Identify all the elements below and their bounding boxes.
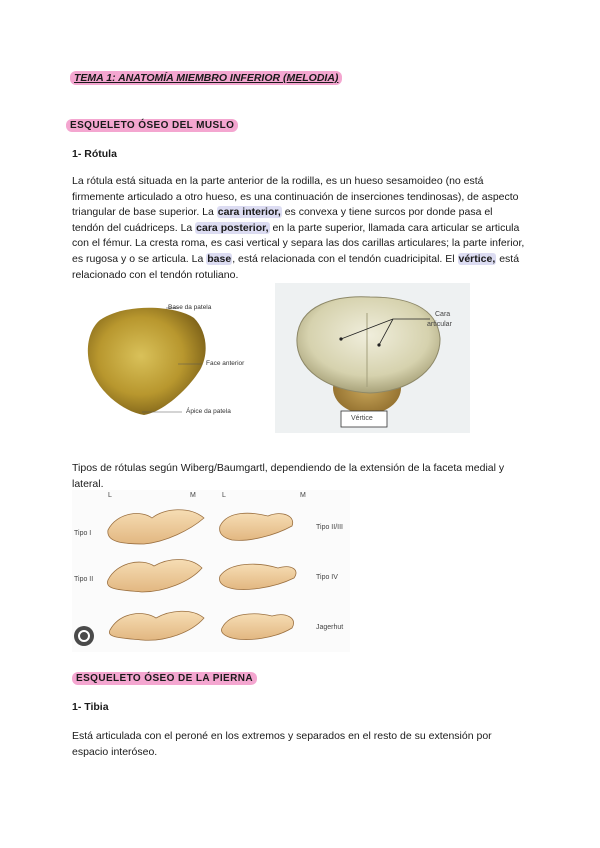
section-heading-pierna: ESQUELETO ÓSEO DE LA PIERNA — [72, 672, 257, 685]
patella-posterior-illustration — [275, 283, 470, 433]
patella-types-illustration — [72, 490, 350, 652]
keyword-vertice: vértice, — [458, 252, 496, 265]
patella-anterior-figure — [82, 300, 262, 420]
col-label-m-1: M — [190, 492, 196, 499]
rotula-paragraph — [72, 174, 527, 283]
type-label-1: Tipo I — [74, 530, 92, 537]
type-label-4: Tipo IV — [316, 574, 338, 581]
label-face-anterior: Face anterior — [206, 360, 245, 367]
paragraph-text: en la parte superior, llamada cara articular se articula con el fémur. La cresta roma, es casi vertical y separa las dos carillas articulares; la parte inferior, es rugosa y o se articula. La — [72, 221, 525, 265]
paragraph-text: , está relacionada con el tendón cuadricipital. El — [232, 252, 458, 265]
col-label-m-2: M — [300, 492, 306, 499]
label-vertice: Vértice — [351, 415, 373, 422]
paragraph-text: La rótula está situada en la parte anterior de la rodilla, es un hueso sesamoideo (no está firmemente articulado a otro hueso, es una continuación de inserciones tendinosas), de aspecto triangular de base superior. La — [72, 175, 519, 219]
subheading-tibia: 1- Tibia — [72, 701, 109, 713]
patella-types-figure — [72, 490, 350, 652]
type-label-3: Tipo II/III — [316, 524, 343, 531]
type-label-5: Jagerhut — [316, 624, 344, 631]
subheading-rotula: 1- Rótula — [72, 148, 117, 160]
label-base-patela: Base da patela — [168, 304, 212, 311]
paragraph-text: es convexa y tiene surcos por donde pasa el tendón del cuádriceps. La — [72, 206, 493, 234]
label-articular: articular — [427, 321, 452, 328]
label-cara: Cara — [435, 311, 451, 318]
type-label-2: Tipo II — [74, 576, 94, 583]
col-label-l-2: L — [222, 492, 226, 499]
section-heading-muslo: ESQUELETO ÓSEO DEL MUSLO — [66, 119, 238, 132]
label-apice-patela: Ápice da patela — [186, 408, 231, 415]
keyword-cara-interior: cara interior, — [217, 206, 281, 219]
tibia-paragraph: Está articulada con el peroné en los extremos y separados en el resto de su extensión por espacio interóseo. — [72, 730, 492, 758]
keyword-cara-posterior: cara posterior, — [196, 221, 269, 234]
document-title: TEMA 1: ANATOMÍA MIEMBRO INFERIOR (MELODIA) — [70, 71, 342, 85]
keyword-base: base — [207, 252, 232, 265]
paragraph-text: está relacionado con el tendón rotuliano. — [72, 252, 520, 281]
patella-posterior-figure — [275, 283, 470, 433]
types-paragraph: Tipos de rótulas según Wiberg/Baumgartl, dependiendo de la extensión de la faceta medial y lateral. — [72, 462, 505, 490]
col-label-l-1: L — [108, 492, 112, 499]
